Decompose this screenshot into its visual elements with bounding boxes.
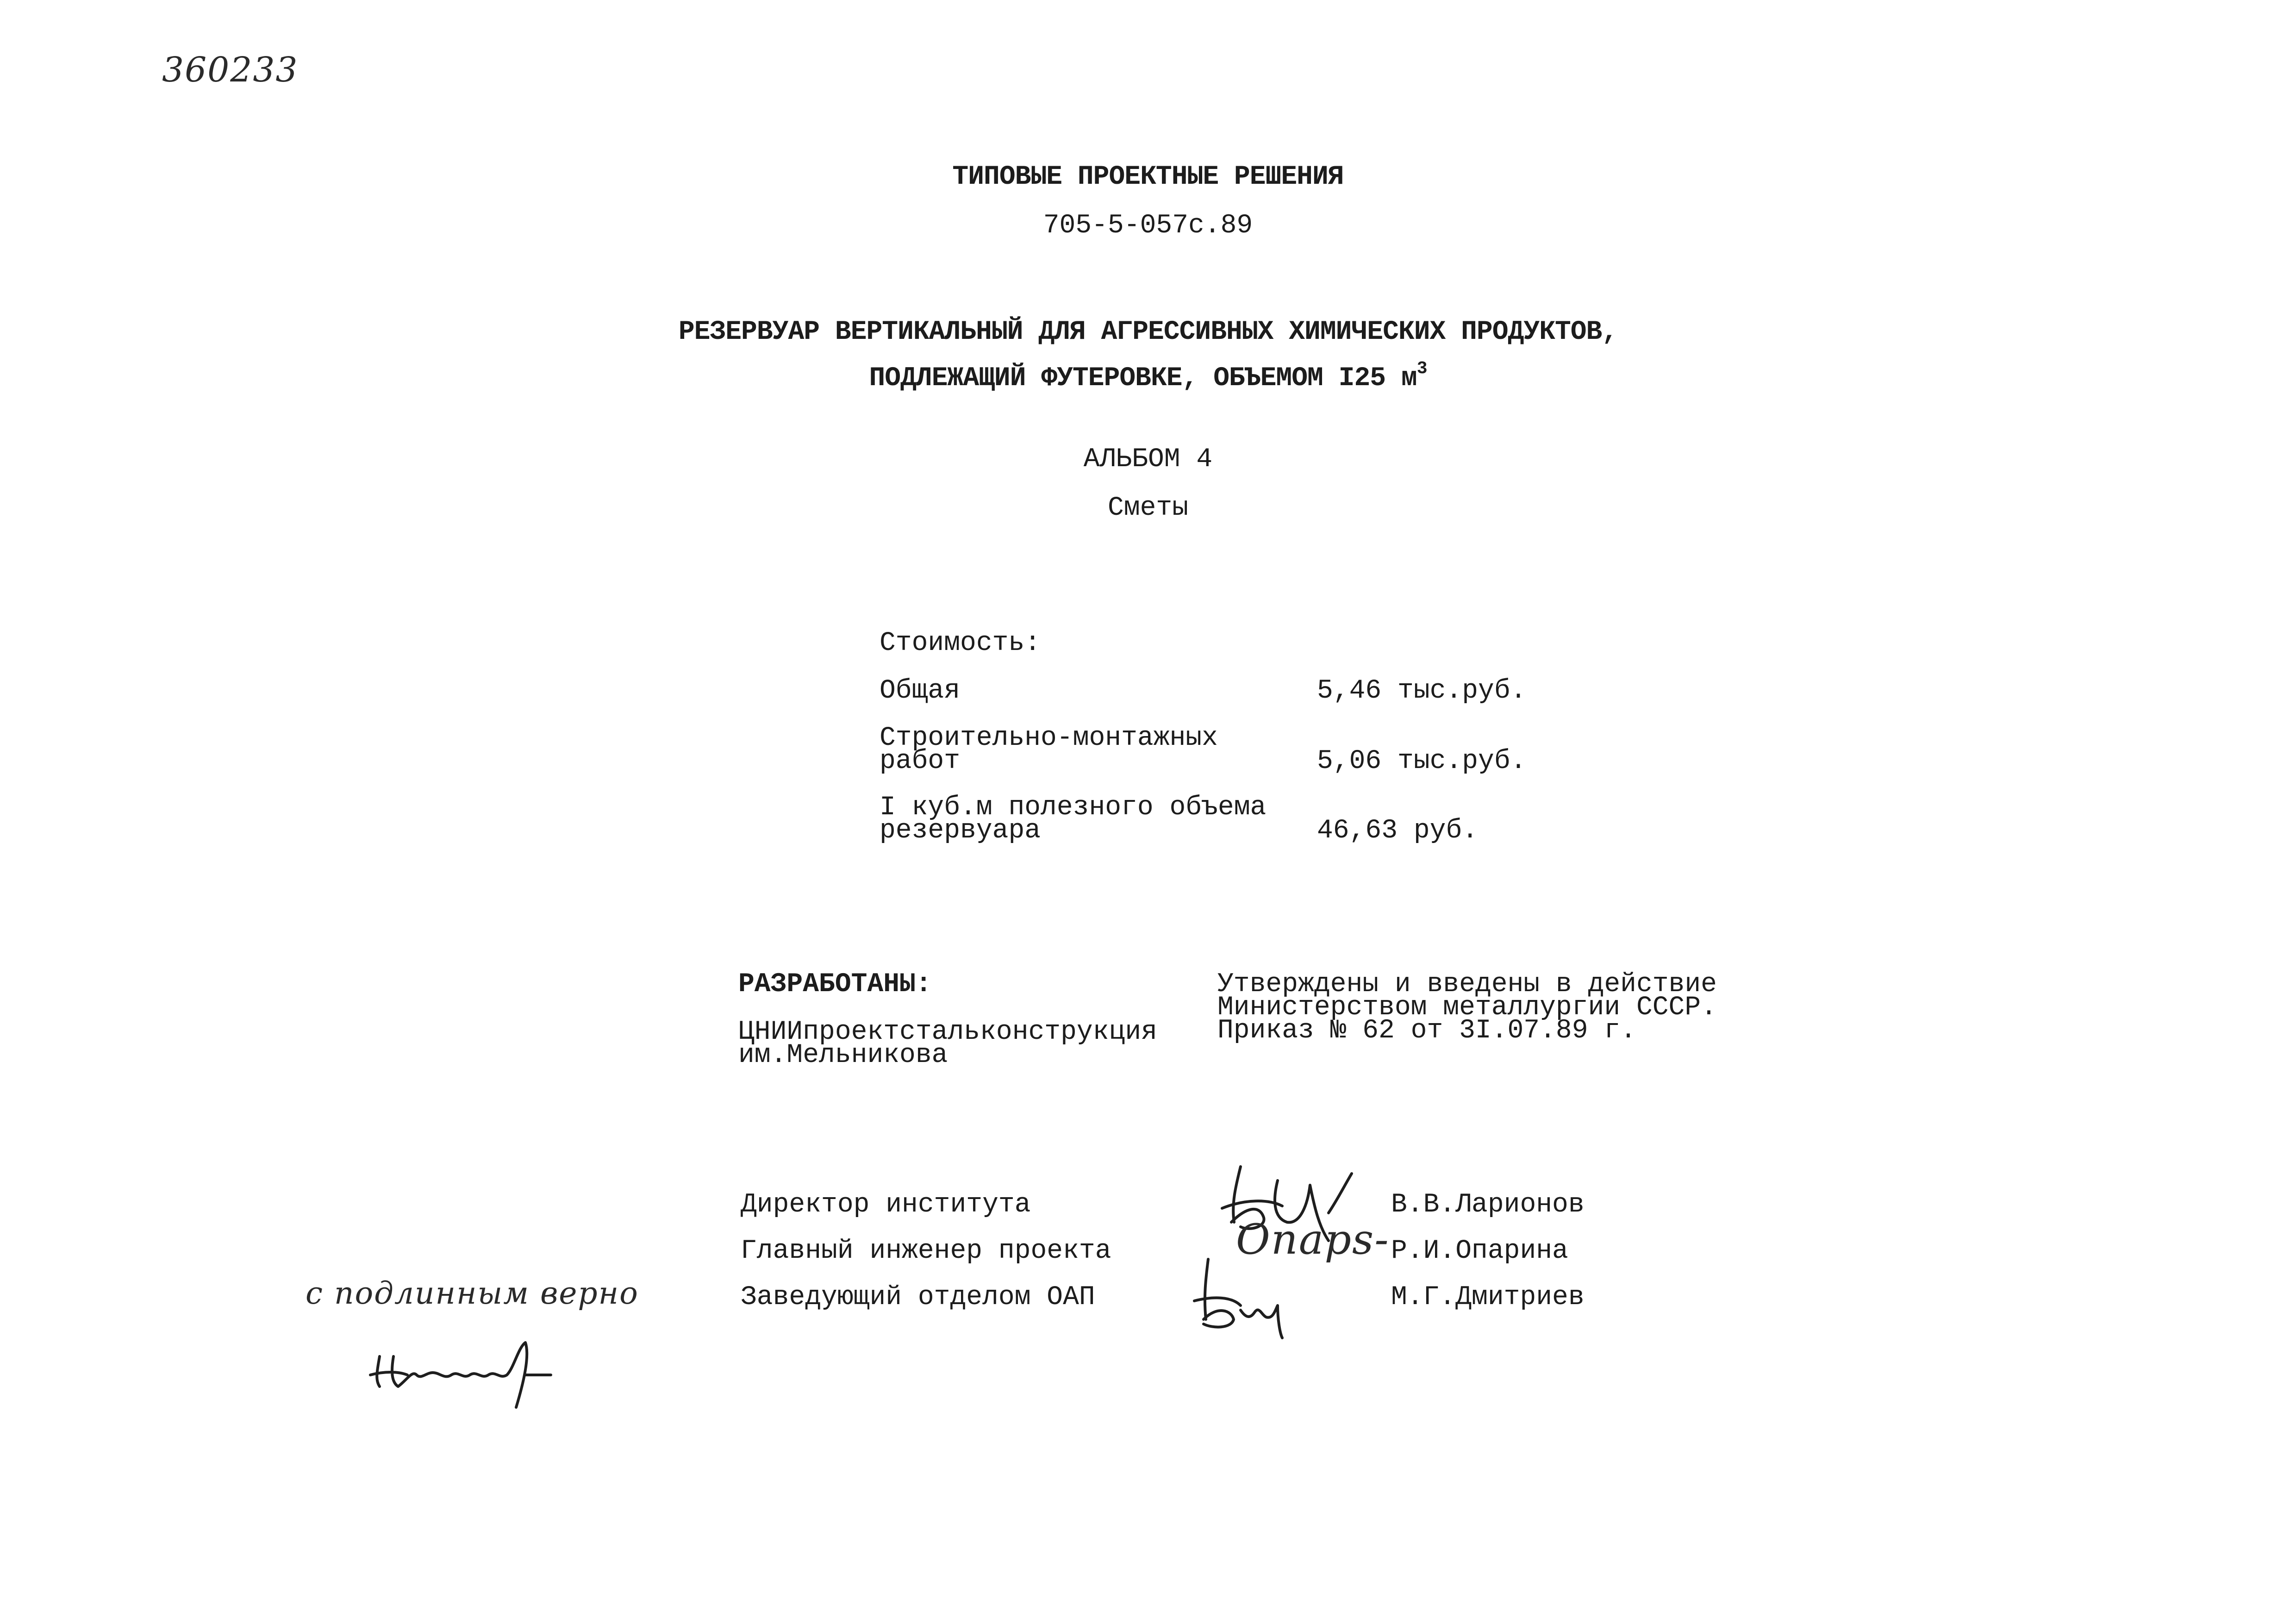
signature-dmitriev: [1185, 1250, 1305, 1338]
cost-label: Общая: [880, 676, 961, 706]
signatory-name: М.Г.Дмитриев: [1391, 1282, 1585, 1312]
signatory-position: Главный инженер проекта: [741, 1236, 1111, 1266]
signatory-position: Заведующий отделом ОАП: [741, 1282, 1095, 1312]
document-title-line2: [0, 359, 2296, 394]
archive-number: 360233: [162, 50, 299, 90]
signatory-name: Р.И.Опарина: [1391, 1236, 1568, 1266]
document-title-line1: РЕЗЕРВУАР ВЕРТИКАЛЬНЫЙ ДЛЯ АГРЕССИВНЫХ ХИМИЧЕСКИХ ПРОДУКТОВ,: [678, 317, 1618, 347]
cost-value: 5,46 тыс.руб.: [1317, 676, 1527, 706]
cost-label-cont: работ: [880, 746, 961, 776]
signatory-name: В.В.Ларионов: [1391, 1190, 1585, 1220]
volume-unit-superscript: 3: [1416, 359, 1427, 379]
cost-label: I куб.м полезного объема: [880, 793, 1267, 823]
developer-org: ЦНИИпроектстальконструкция: [738, 1017, 1157, 1047]
developer-org-cont: им.Мельникова: [738, 1040, 948, 1070]
cost-value: 46,63 руб.: [1317, 816, 1479, 846]
album-subtitle: Сметы: [1107, 493, 1189, 523]
series-title: ТИПОВЫЕ ПРОЕКТНЫЕ РЕШЕНИЯ: [952, 162, 1344, 192]
cost-value: 5,06 тыс.руб.: [1317, 746, 1527, 776]
developed-heading: РАЗРАБОТАНЫ:: [738, 969, 932, 999]
cost-heading: Стоимость:: [880, 628, 1041, 658]
certification-note: с подлинным верно: [306, 1275, 639, 1311]
approval-order: Приказ № 62 от 3I.07.89 г.: [1217, 1016, 1636, 1046]
title-line2-text: ПОДЛЕЖАЩИЙ ФУТЕРОВКЕ, ОБЪЕМОМ I25 м: [869, 363, 1417, 394]
signatory-position: Директор института: [741, 1190, 1031, 1220]
certification-signature: [366, 1329, 583, 1412]
approval-line1: Утверждены и введены в действие: [1217, 969, 1717, 999]
document-code: 705-5-057с.89: [1043, 211, 1253, 241]
album-number: АЛЬБОМ 4: [1083, 444, 1213, 475]
signature-oparina: Опарs-: [1236, 1215, 1390, 1264]
cost-label-cont: резервуара: [880, 816, 1041, 846]
approval-line2: Министерством металлургии СССР.: [1217, 993, 1717, 1023]
cost-label: Строительно-монтажных: [880, 723, 1218, 753]
